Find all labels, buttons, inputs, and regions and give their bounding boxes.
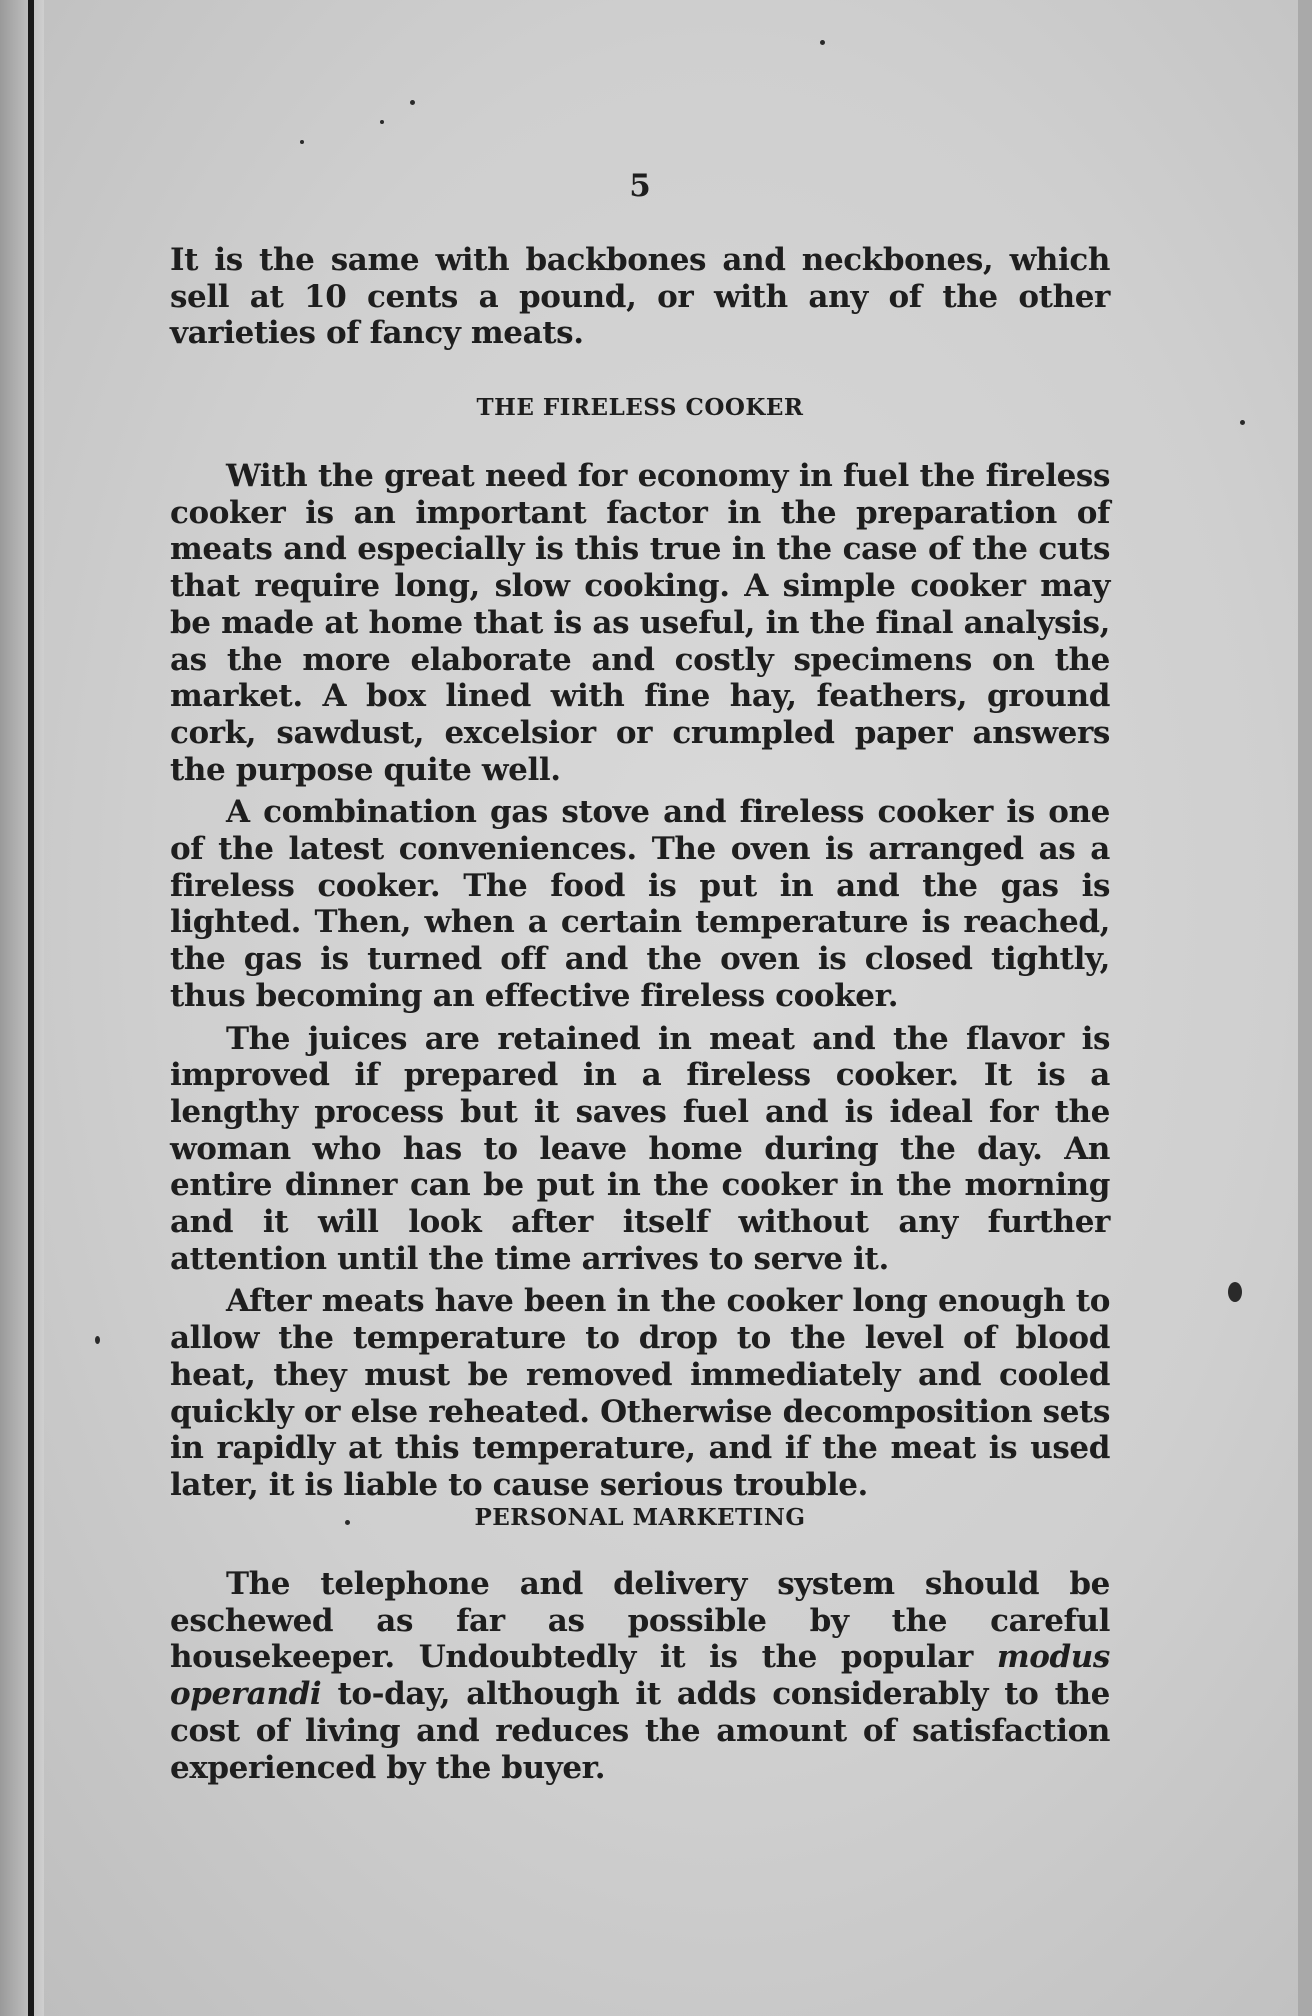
body-paragraph: A combination gas stove and fireless cooker is one of the latest conveniences. The oven is arranged as a fireless cooker. The food is put in and the gas is lighted. Then, when a certain temperature is reached, the gas is turned off and the oven is closed tightly, thus becoming an effective fireless cooker. [170,794,1110,1014]
italic-phrase: modus operandi [170,1639,1110,1713]
body-paragraph: With the great need for economy in fuel the fireless cooker is an important factor in the preparation of meats and especially is this true in the case of the cuts that require long, slow cooking. A simple cooker may be made at home that is as useful, in the final analysis, as the more elaborate and costly specimens on the market. A box lined with fine hay, feathers, ground cork, sawdust, excelsior or crumpled paper answers the purpose quite well. [170,458,1110,788]
scan-speck [410,100,415,105]
personal-marketing-body [170,1566,1110,1786]
scan-speck [820,40,825,45]
binding-edge-line [28,0,34,2016]
body-paragraph: The juices are retained in meat and the flavor is improved if prepared in a fireless cooker. It is a lengthy process but it saves fuel and is ideal for the woman who has to leave home during the day. An entire dinner can be put in the cooker in the morning and it will look after itself without any further attention until the time arrives to serve it. [170,1020,1110,1277]
body-paragraph: After meats have been in the cooker long enough to allow the temperature to drop to the level of blood heat, they must be removed immediately and cooled quickly or else reheated. Otherwise decomposition sets in rapidly at this temperature, and if the meat is used later, it is liable to cause serious trouble. [170,1283,1110,1503]
page-number: 5 [629,168,651,204]
intro-paragraph-block [170,242,1110,352]
page-right-edge [1298,0,1312,2016]
scan-speck [380,120,384,124]
body-paragraph [170,1566,1110,1786]
scan-speck [1240,420,1245,425]
section-heading-fireless-cooker: THE FIRELESS COOKER [476,394,804,421]
section-heading-personal-marketing: PERSONAL MARKETING [474,1504,806,1531]
scan-speck [1228,1282,1242,1302]
scan-speck [300,140,304,144]
paragraph-text: to-day, although it adds considerably to the cost of living and reduces the amount of satisfaction experienced by the buyer. [170,1676,1110,1786]
scan-speck [95,1336,100,1344]
intro-paragraph: It is the same with backbones and neckbones, which sell at 10 cents a pound, or with any of the other varieties of fancy meats. [170,242,1110,352]
paragraph-text: The telephone and delivery system should be eschewed as far as possible by the careful housekeeper. Undoubtedly it is the popular [170,1566,1110,1676]
page-left-margin-shadow [0,0,44,2016]
fireless-cooker-body [170,458,1110,1504]
